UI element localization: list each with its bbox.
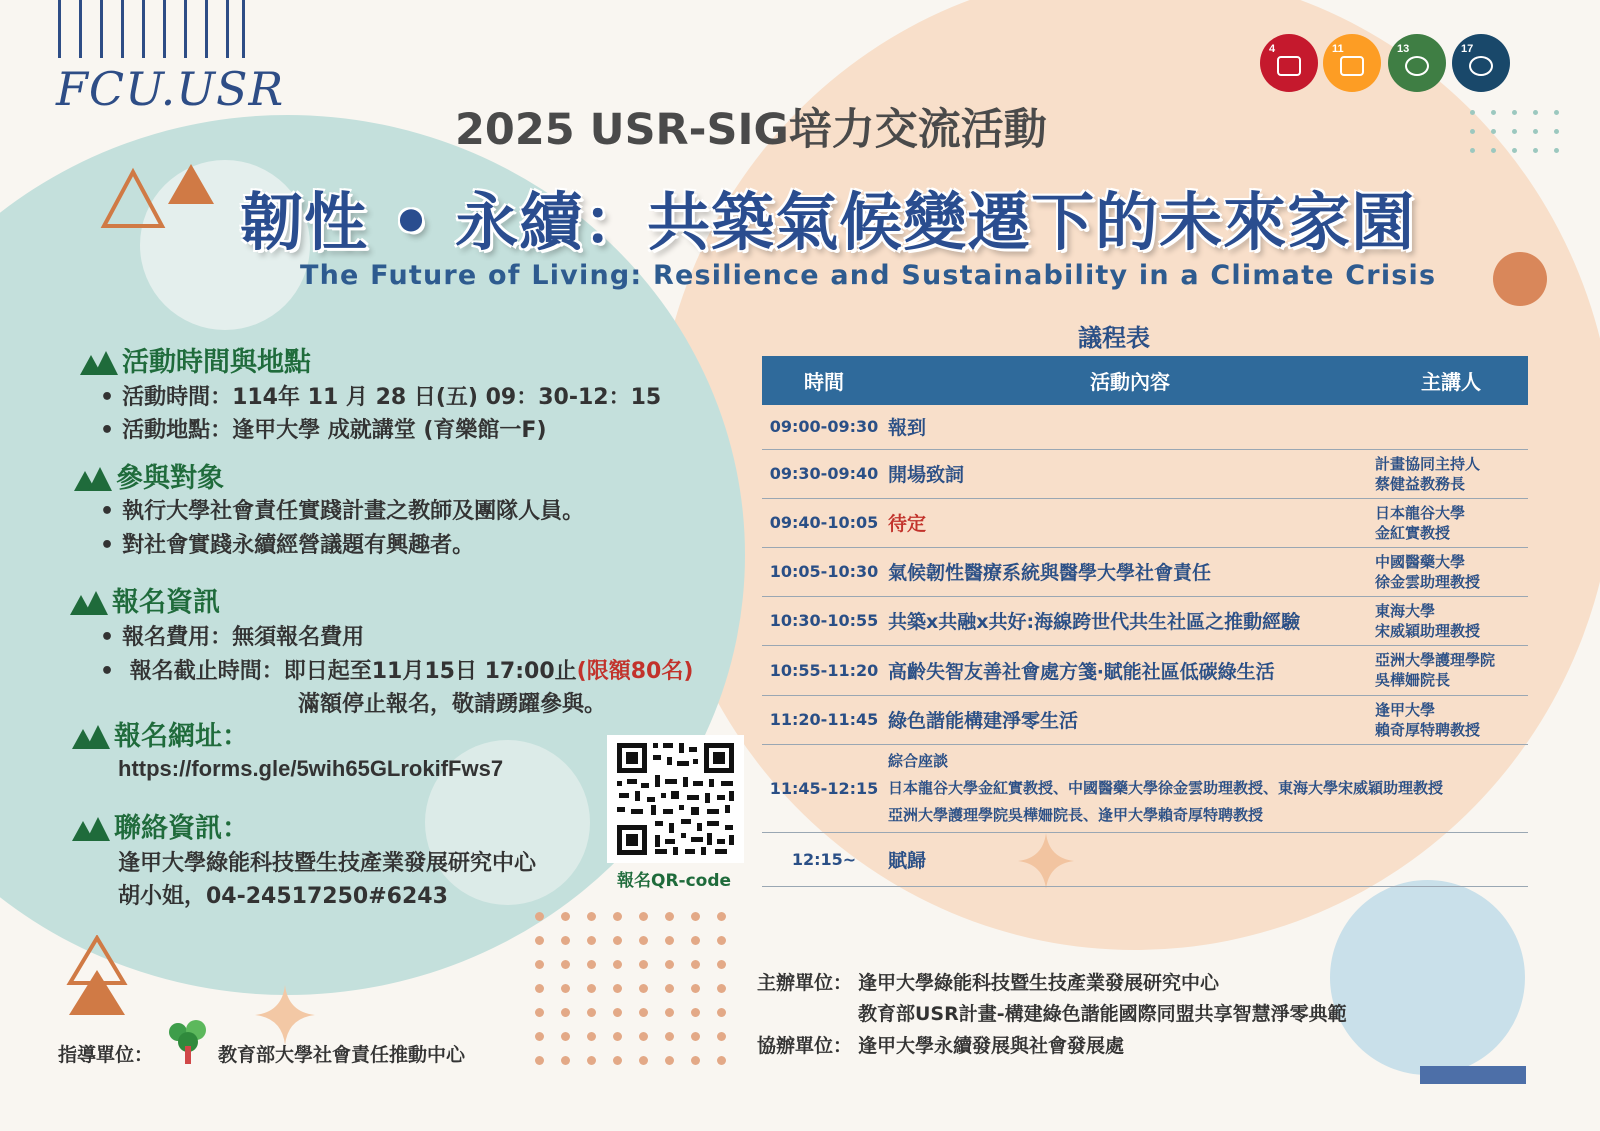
orange-dot-circle [1493,252,1547,306]
footer-blue-bar [1420,1066,1526,1084]
qr-code-image [607,735,744,863]
logo-text: FCU.USR [56,62,285,116]
agenda-table [762,356,1528,887]
guide-label: 指導單位： [58,1044,154,1066]
agenda-header-content: 活動內容 [886,356,1374,405]
sdg-4-icon: 4 [1260,34,1318,92]
event-time: • 活動時間：114年 11 月 28 日(五) 09：30-12：15 [100,380,661,411]
table-row: 09:00-09:30 報到 [762,405,1528,449]
table-row: 10:30-10:55 共築x共融x共好:海線跨世代共生社區之推動經驗 東海大學 宋威穎助理教授 [762,596,1528,645]
event-location: • 活動地點：逢甲大學 成就講堂 (育樂館一F) [100,413,547,444]
sdg-11-icon: 11 [1323,34,1381,92]
guide-org: 教育部大學社會責任推動中心 [218,1044,466,1066]
section-contact-heading: 聯絡資訊： [72,806,249,845]
panel-label: 綜合座談 [888,751,949,770]
table-row: 09:40-10:05 待定 日本龍谷大學 金紅實教授 [762,498,1528,547]
section-time-place-heading: 活動時間與地點 [80,340,311,379]
triangle-icon [70,585,108,615]
main-title: 韌性 • 永續：共築氣候變遷下的未來家園 [240,186,1416,259]
panel-line-1: 日本龍谷大學金紅實教授、中國醫藥大學徐金雲助理教授、東海大學宋威穎助理教授 [888,778,1444,797]
registration-fee: • 報名費用：無須報名費用 [100,620,364,651]
dot-pattern-bottom [535,912,726,1065]
triangle-icon [72,811,110,841]
host-org-2: 教育部USR計畫-構建綠色諧能國際同盟共享智慧淨零典範 [858,1003,1347,1025]
dot-pattern-top-right [1470,110,1559,153]
contact-org: 逢甲大學綠能科技暨生技產業發展研究中心 [118,851,537,876]
registration-deadline: • 報名截止時間：即日起至11月15日 17:00止(限額80名) [100,654,693,685]
contact-person: 胡小姐，04-24517250#6243 [118,884,448,909]
section-url-heading: 報名網址： [72,714,249,753]
triangle-pair-bottom [65,935,135,1017]
table-row: 09:30-09:40 開場致詞 計畫協同主持人 蔡健益教務長 [762,449,1528,498]
co-host-label: 協辦單位： [757,1035,853,1057]
registration-limit: (限額80名) [576,659,694,684]
triangle-pair-top [100,160,220,230]
table-row-panel: 11:45-12:15 綜合座談 日本龍谷大學金紅實教授、中國醫藥大學徐金雲助理教授、東海大學宋威穎助理教授 亞洲大學護理學院吳樺姍院長、逢甲大學賴奇厚特聘教授 [762,744,1528,832]
sdg-17-icon: 17 [1452,34,1510,92]
panel-line-2: 亞洲大學護理學院吳樺姍院長、逢甲大學賴奇厚特聘教授 [888,805,1264,824]
triangle-icon [72,719,110,749]
table-row: 10:05-10:30 氣候韌性醫療系統與醫學大學社會責任 中國醫藥大學 徐金雲助理教授 [762,547,1528,596]
table-row: 11:20-11:45 綠色諧能構建淨零生活 逢甲大學 賴奇厚特聘教授 [762,695,1528,744]
host-label: 主辦單位： [757,972,853,994]
usr-center-logo-icon [166,1018,210,1068]
audience-line-2: • 對社會實踐永續經營議題有興趣者。 [100,528,474,559]
sdg-13-icon: 13 [1388,34,1446,92]
section-registration-heading: 報名資訊 [70,580,220,619]
agenda-title: 議程表 [1078,324,1150,352]
qr-caption: 報名QR-code [617,871,732,891]
triangle-icon [74,461,112,491]
co-host-org: 逢甲大學永續發展與社會發展處 [858,1035,1125,1057]
bg-blue-circle [1330,880,1525,1075]
event-title: 2025 USR-SIG培力交流活動 [455,105,1047,155]
triangle-icon [80,345,118,375]
audience-line-1: • 執行大學社會責任實踐計畫之教師及團隊人員。 [100,494,584,525]
sparkle-star-left [255,985,315,1045]
qr-code[interactable] [607,735,744,863]
table-row: 10:55-11:20 高齡失智友善社會處方箋‧賦能社區低碳綠生活 亞洲大學護理學院 吳樺姍院長 [762,645,1528,695]
agenda-header-row [762,356,1528,405]
agenda-header-speaker: 主講人 [1374,356,1528,405]
registration-url-link[interactable]: https://forms.gle/5wih65GLrokifFws7 [118,756,504,781]
section-audience-heading: 參與對象 [74,456,224,495]
registration-note: 滿額停止報名，敬請踴躍參與。 [298,692,607,717]
table-row: 12:15~ 賦歸 [762,832,1528,886]
agenda-header-time: 時間 [762,356,886,405]
host-org-1: 逢甲大學綠能科技暨生技產業發展研究中心 [858,972,1220,994]
subtitle-en: The Future of Living: Resilience and Sustainability in a Climate Crisis [300,260,1437,291]
